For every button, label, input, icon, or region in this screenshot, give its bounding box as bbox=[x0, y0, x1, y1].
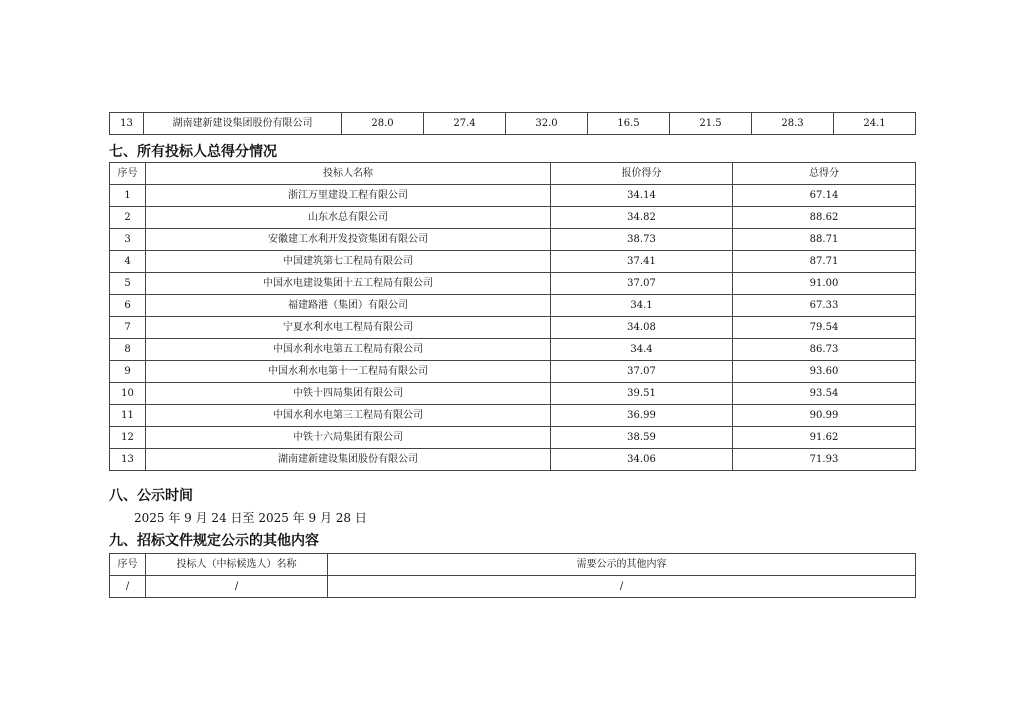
row-number: 12 bbox=[110, 427, 146, 449]
column-header: 投标人（中标候选人）名称 bbox=[146, 554, 328, 576]
total-score-table bbox=[109, 162, 916, 471]
price-score: 36.99 bbox=[551, 405, 733, 427]
bidder-name: 中国水电建设集团十五工程局有限公司 bbox=[146, 273, 551, 295]
total-score: 67.14 bbox=[733, 185, 916, 207]
score-cell: 24.1 bbox=[834, 113, 916, 135]
other-content-table bbox=[109, 553, 916, 598]
score-detail-table bbox=[109, 112, 916, 135]
total-score: 91.62 bbox=[733, 427, 916, 449]
total-score: 71.93 bbox=[733, 449, 916, 471]
table-row bbox=[110, 113, 916, 135]
row-number: 2 bbox=[110, 207, 146, 229]
price-score: 34.1 bbox=[551, 295, 733, 317]
bidder-name: 安徽建工水利开发投资集团有限公司 bbox=[146, 229, 551, 251]
bidder-name: 福建路港（集团）有限公司 bbox=[146, 295, 551, 317]
row-number: 7 bbox=[110, 317, 146, 339]
total-score: 91.00 bbox=[733, 273, 916, 295]
publicity-period: 2025 年 9 月 24 日至 2025 年 9 月 28 日 bbox=[134, 511, 367, 525]
bidder-name: 中国水利水电第三工程局有限公司 bbox=[146, 405, 551, 427]
score-cell: 21.5 bbox=[670, 113, 752, 135]
table-row bbox=[110, 251, 916, 273]
column-header: 需要公示的其他内容 bbox=[328, 554, 916, 576]
price-score: 34.08 bbox=[551, 317, 733, 339]
bidder-name: 浙江万里建设工程有限公司 bbox=[146, 185, 551, 207]
table-cell: / bbox=[328, 576, 916, 598]
bidder-name: 山东水总有限公司 bbox=[146, 207, 551, 229]
table-cell: / bbox=[110, 576, 146, 598]
table-row bbox=[110, 207, 916, 229]
row-number: 11 bbox=[110, 405, 146, 427]
price-score: 39.51 bbox=[551, 383, 733, 405]
bidder-name: 中铁十六局集团有限公司 bbox=[146, 427, 551, 449]
table-row bbox=[110, 427, 916, 449]
total-score: 86.73 bbox=[733, 339, 916, 361]
table-row bbox=[110, 295, 916, 317]
bidder-name: 湖南建新建设集团股份有限公司 bbox=[146, 449, 551, 471]
table-row bbox=[110, 576, 916, 598]
total-score: 88.71 bbox=[733, 229, 916, 251]
table-row bbox=[110, 449, 916, 471]
column-header: 序号 bbox=[110, 554, 146, 576]
total-score: 87.71 bbox=[733, 251, 916, 273]
score-cell: 16.5 bbox=[588, 113, 670, 135]
row-number: 5 bbox=[110, 273, 146, 295]
row-number: 13 bbox=[110, 113, 144, 135]
total-score: 93.60 bbox=[733, 361, 916, 383]
section-heading: 九、招标文件规定公示的其他内容 bbox=[109, 533, 319, 549]
row-number: 8 bbox=[110, 339, 146, 361]
column-header: 投标人名称 bbox=[146, 163, 551, 185]
table-cell: / bbox=[146, 576, 328, 598]
row-number: 4 bbox=[110, 251, 146, 273]
total-score: 90.99 bbox=[733, 405, 916, 427]
table-header-row bbox=[110, 554, 916, 576]
table-header-row bbox=[110, 163, 916, 185]
row-number: 9 bbox=[110, 361, 146, 383]
price-score: 38.59 bbox=[551, 427, 733, 449]
price-score: 37.41 bbox=[551, 251, 733, 273]
table-row bbox=[110, 229, 916, 251]
table-row bbox=[110, 185, 916, 207]
price-score: 34.06 bbox=[551, 449, 733, 471]
bidder-name: 湖南建新建设集团股份有限公司 bbox=[144, 113, 342, 135]
table-row bbox=[110, 405, 916, 427]
bidder-name: 中铁十四局集团有限公司 bbox=[146, 383, 551, 405]
column-header: 总得分 bbox=[733, 163, 916, 185]
table-row bbox=[110, 339, 916, 361]
row-number: 10 bbox=[110, 383, 146, 405]
total-score: 67.33 bbox=[733, 295, 916, 317]
score-cell: 28.3 bbox=[752, 113, 834, 135]
total-score: 88.62 bbox=[733, 207, 916, 229]
row-number: 3 bbox=[110, 229, 146, 251]
row-number: 6 bbox=[110, 295, 146, 317]
price-score: 37.07 bbox=[551, 273, 733, 295]
bidder-name: 中国水利水电第十一工程局有限公司 bbox=[146, 361, 551, 383]
score-cell: 27.4 bbox=[424, 113, 506, 135]
total-score: 79.54 bbox=[733, 317, 916, 339]
bidder-name: 宁夏水利水电工程局有限公司 bbox=[146, 317, 551, 339]
column-header: 报价得分 bbox=[551, 163, 733, 185]
price-score: 34.14 bbox=[551, 185, 733, 207]
total-score: 93.54 bbox=[733, 383, 916, 405]
row-number: 13 bbox=[110, 449, 146, 471]
section-heading: 八、公示时间 bbox=[109, 488, 193, 504]
table-row bbox=[110, 317, 916, 339]
bidder-name: 中国水利水电第五工程局有限公司 bbox=[146, 339, 551, 361]
column-header: 序号 bbox=[110, 163, 146, 185]
price-score: 34.82 bbox=[551, 207, 733, 229]
price-score: 37.07 bbox=[551, 361, 733, 383]
bidder-name: 中国建筑第七工程局有限公司 bbox=[146, 251, 551, 273]
score-cell: 32.0 bbox=[506, 113, 588, 135]
table-row bbox=[110, 361, 916, 383]
price-score: 38.73 bbox=[551, 229, 733, 251]
table-row bbox=[110, 273, 916, 295]
score-cell: 28.0 bbox=[342, 113, 424, 135]
table-row bbox=[110, 383, 916, 405]
row-number: 1 bbox=[110, 185, 146, 207]
price-score: 34.4 bbox=[551, 339, 733, 361]
section-heading: 七、所有投标人总得分情况 bbox=[109, 144, 277, 160]
